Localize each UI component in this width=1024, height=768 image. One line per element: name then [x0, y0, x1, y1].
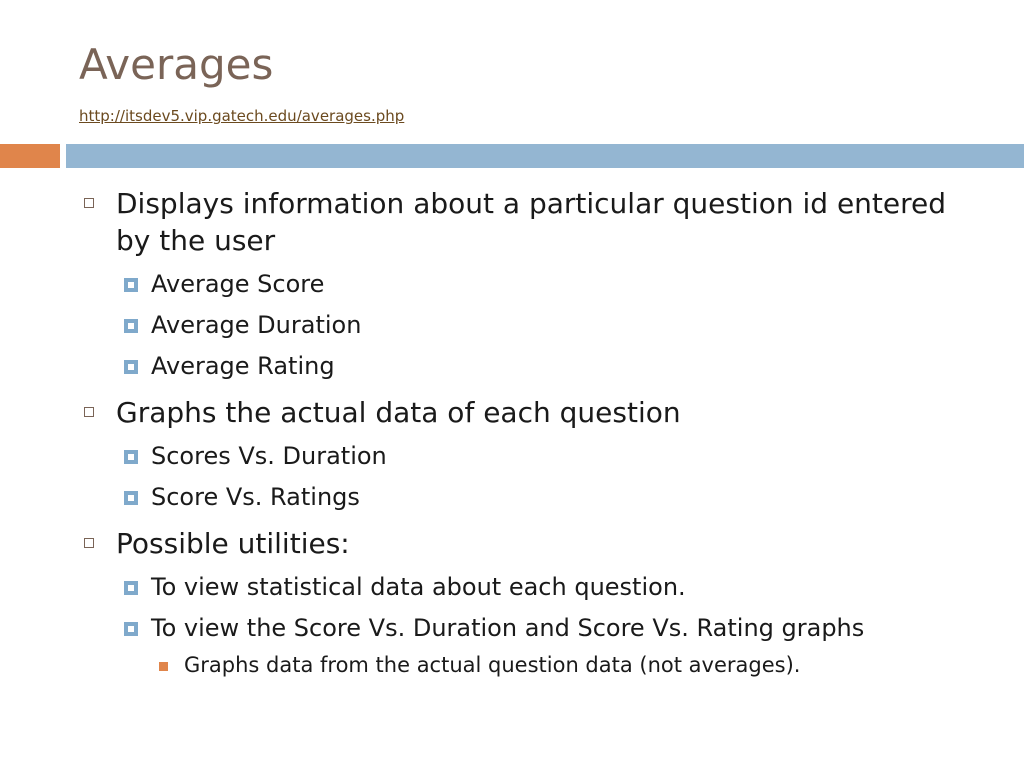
square-bullet-icon [124, 278, 138, 292]
square-bullet-icon [124, 622, 138, 636]
sub-sub-bullet-text: Graphs data from the actual question data (not averages). [184, 653, 801, 677]
sub-sub-bullet-item [80, 652, 980, 679]
square-bullet-icon [124, 360, 138, 374]
sub-bullet-text: Average Score [151, 270, 325, 298]
sub-bullet-item [80, 482, 980, 513]
sub-bullet-text: Scores Vs. Duration [151, 442, 387, 470]
hollow-square-bullet-icon [84, 538, 94, 548]
bullet-item [80, 525, 980, 562]
hollow-square-bullet-icon [84, 407, 94, 417]
square-bullet-icon [124, 450, 138, 464]
bullet-text: Possible utilities: [116, 527, 350, 560]
square-bullet-icon [124, 319, 138, 333]
sub-bullet-item [80, 441, 980, 472]
sub-bullet-text: To view the Score Vs. Duration and Score Vs. Rating graphs [151, 614, 865, 642]
sub-bullet-item [80, 269, 980, 300]
sub-bullet-item [80, 310, 980, 341]
sub-bullet-text: Average Rating [151, 352, 335, 380]
bullet-item [80, 185, 980, 259]
sub-bullet-text: To view statistical data about each question. [151, 573, 686, 601]
averages-url-link[interactable]: http://itsdev5.vip.gatech.edu/averages.php [79, 107, 405, 125]
bullet-text: Graphs the actual data of each question [116, 396, 681, 429]
sub-bullet-text: Average Duration [151, 311, 362, 339]
filled-square-bullet-icon [159, 662, 168, 671]
accent-band-blue [66, 144, 1024, 168]
square-bullet-icon [124, 491, 138, 505]
sub-bullet-item [80, 572, 980, 603]
sub-bullet-text: Score Vs. Ratings [151, 483, 360, 511]
accent-band-orange [0, 144, 60, 168]
sub-bullet-item [80, 351, 980, 382]
bullet-text: Displays information about a particular question id entered by the user [116, 187, 947, 257]
hollow-square-bullet-icon [84, 198, 94, 208]
sub-bullet-item [80, 613, 980, 644]
slide-title: Averages [79, 40, 274, 89]
square-bullet-icon [124, 581, 138, 595]
bullet-list [80, 183, 980, 679]
bullet-item [80, 394, 980, 431]
